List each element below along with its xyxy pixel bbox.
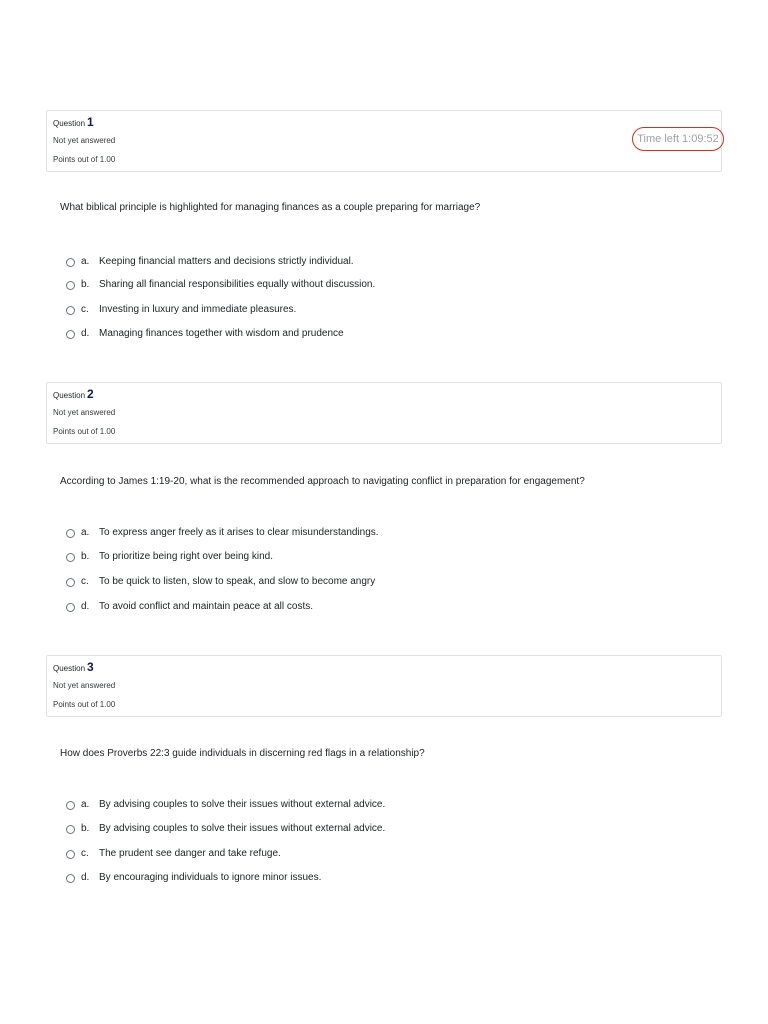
quiz-timer: Time left 1:09:52 (632, 127, 724, 151)
question-text: What biblical principle is highlighted for managing finances as a couple preparing for marriage? (60, 202, 481, 213)
question-text: How does Proverbs 22:3 guide individuals in discerning red flags in a relationship? (60, 748, 425, 759)
radio-button[interactable] (66, 801, 75, 810)
option-letter: b. (81, 551, 90, 562)
option-letter: a. (81, 799, 90, 810)
option-letter: b. (81, 279, 90, 290)
question-state: Not yet answered (53, 681, 116, 690)
radio-button[interactable] (66, 330, 75, 339)
option-text[interactable]: The prudent see danger and take refuge. (99, 848, 281, 859)
question-info (46, 110, 722, 172)
option-letter: d. (81, 328, 90, 339)
radio-button[interactable] (66, 258, 75, 267)
question-info (46, 655, 722, 717)
question-label: Question (53, 664, 86, 673)
option-letter: c. (81, 576, 89, 587)
question-label: Question (53, 391, 86, 400)
option-text[interactable]: To avoid conflict and maintain peace at all costs. (99, 601, 314, 612)
question-number-value: 1 (87, 115, 94, 129)
question-number (53, 660, 94, 674)
question-state: Not yet answered (53, 408, 116, 417)
question-number (53, 387, 94, 401)
option-text[interactable]: By encouraging individuals to ignore minor issues. (99, 872, 322, 883)
radio-button[interactable] (66, 281, 75, 290)
option-text[interactable]: By advising couples to solve their issues without external advice. (99, 799, 386, 810)
radio-button[interactable] (66, 578, 75, 587)
radio-button[interactable] (66, 825, 75, 834)
question-grade: Points out of 1.00 (53, 155, 116, 164)
option-text[interactable]: To prioritize being right over being kind. (99, 551, 273, 562)
radio-button[interactable] (66, 874, 75, 883)
radio-button[interactable] (66, 850, 75, 859)
question-number-value: 2 (87, 387, 94, 401)
option-letter: c. (81, 304, 89, 315)
option-letter: d. (81, 601, 90, 612)
option-letter: d. (81, 872, 90, 883)
question-number-value: 3 (87, 660, 94, 674)
option-letter: c. (81, 848, 89, 859)
question-label: Question (53, 119, 86, 128)
question-info (46, 382, 722, 444)
radio-button[interactable] (66, 603, 75, 612)
option-text[interactable]: By advising couples to solve their issues without external advice. (99, 823, 386, 834)
option-letter: b. (81, 823, 90, 834)
option-text[interactable]: To be quick to listen, slow to speak, and slow to become angry (99, 576, 376, 587)
option-text[interactable]: Keeping financial matters and decisions strictly individual. (99, 256, 354, 267)
question-grade: Points out of 1.00 (53, 700, 116, 709)
option-text[interactable]: To express anger freely as it arises to clear misunderstandings. (99, 527, 379, 538)
option-text[interactable]: Sharing all financial responsibilities equally without discussion. (99, 279, 376, 290)
question-state: Not yet answered (53, 136, 116, 145)
question-text: According to James 1:19-20, what is the recommended approach to navigating conflict in preparation for engagement? (60, 476, 585, 487)
question-grade: Points out of 1.00 (53, 427, 116, 436)
option-text[interactable]: Managing finances together with wisdom and prudence (99, 328, 344, 339)
radio-button[interactable] (66, 553, 75, 562)
question-number (53, 115, 94, 129)
radio-button[interactable] (66, 529, 75, 538)
option-letter: a. (81, 256, 90, 267)
radio-button[interactable] (66, 306, 75, 315)
option-letter: a. (81, 527, 90, 538)
option-text[interactable]: Investing in luxury and immediate pleasures. (99, 304, 297, 315)
